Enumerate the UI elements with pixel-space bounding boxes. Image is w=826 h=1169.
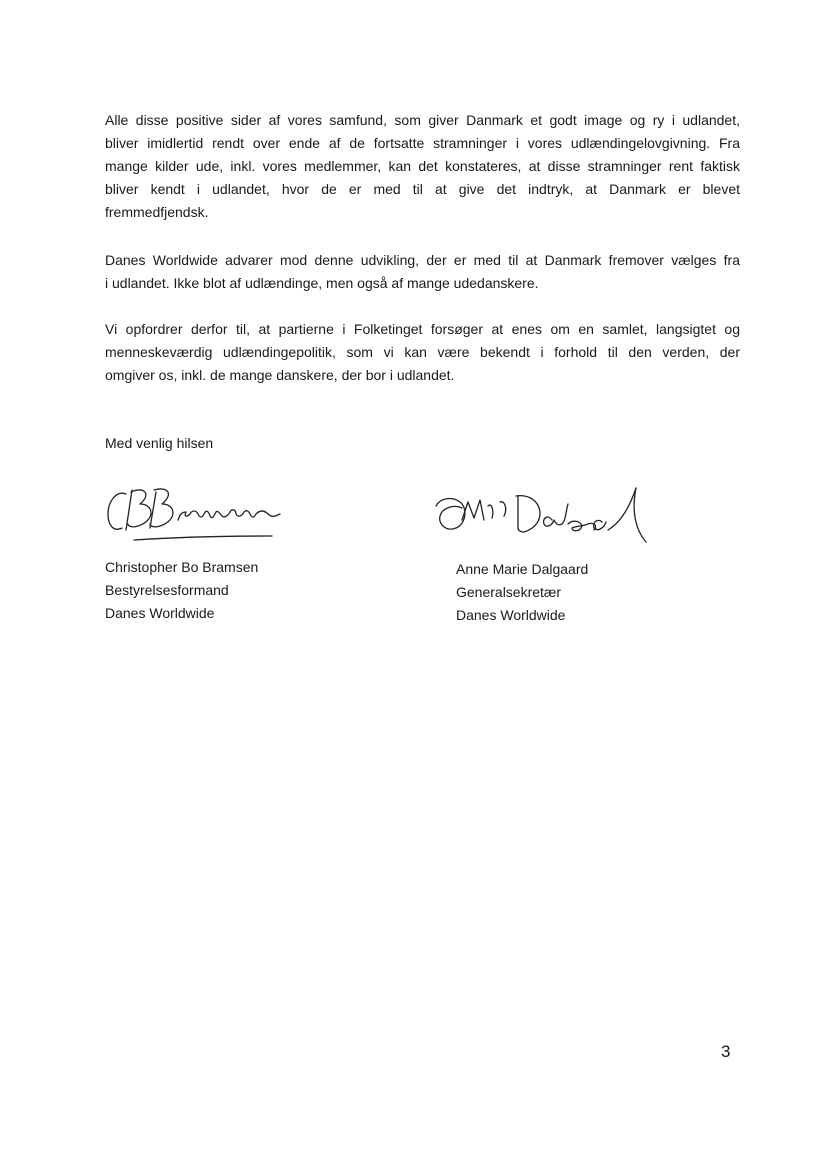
paragraph-line: i udlandet. Ikke blot af udlændinge, men også af mange udedanskere.	[105, 275, 539, 291]
signatory-organization: Danes Worldwide	[105, 605, 215, 621]
paragraph-3	[105, 318, 740, 387]
paragraph-line: menneskeværdig udlændingepolitik, som vi kan være bekendt i forhold til den verden, der	[105, 344, 740, 360]
paragraph-line: mange kilder ude, inkl. vores medlemmer, kan det konstateres, at disse stramninger rent faktisk	[105, 158, 740, 174]
closing-salutation: Med venlig hilsen	[105, 435, 214, 451]
paragraph-2	[105, 249, 740, 295]
paragraph-line: bliver imidlertid rendt over ende af de fortsatte stramninger i vores udlændingelovgivning. Fra	[105, 135, 740, 151]
signatory-title: Generalsekretær	[456, 584, 562, 600]
paragraph-line: Alle disse positive sider af vores samfund, som giver Danmark et godt image og ry i udlandet,	[105, 112, 740, 128]
paragraph-line: fremmedfjendsk.	[105, 204, 209, 220]
signatory-name: Anne Marie Dalgaard	[456, 561, 589, 577]
signatory-name: Christopher Bo Bramsen	[105, 559, 259, 575]
page-number: 3	[721, 1042, 731, 1061]
paragraph-1	[105, 109, 740, 224]
paragraph-line: Vi opfordrer derfor til, at partierne i Folketinget forsøger at enes om en samlet, langsigtet og	[105, 321, 740, 337]
signatory-title: Bestyrelsesformand	[105, 582, 229, 598]
signatory-block-dalgaard	[456, 558, 588, 627]
signatory-organization: Danes Worldwide	[456, 607, 566, 623]
paragraph-line: omgiver os, inkl. de mange danskere, der bor i udlandet.	[105, 367, 455, 383]
signature-bramsen	[104, 480, 294, 550]
paragraph-line: Danes Worldwide advarer mod denne udvikling, der er med til at Danmark fremover vælges fra	[105, 252, 740, 268]
signatory-block-bramsen	[105, 556, 258, 625]
signature-dalgaard	[432, 484, 658, 548]
paragraph-line: bliver kendt i udlandet, hvor de er med til at give det indtryk, at Danmark er blevet	[105, 181, 740, 197]
